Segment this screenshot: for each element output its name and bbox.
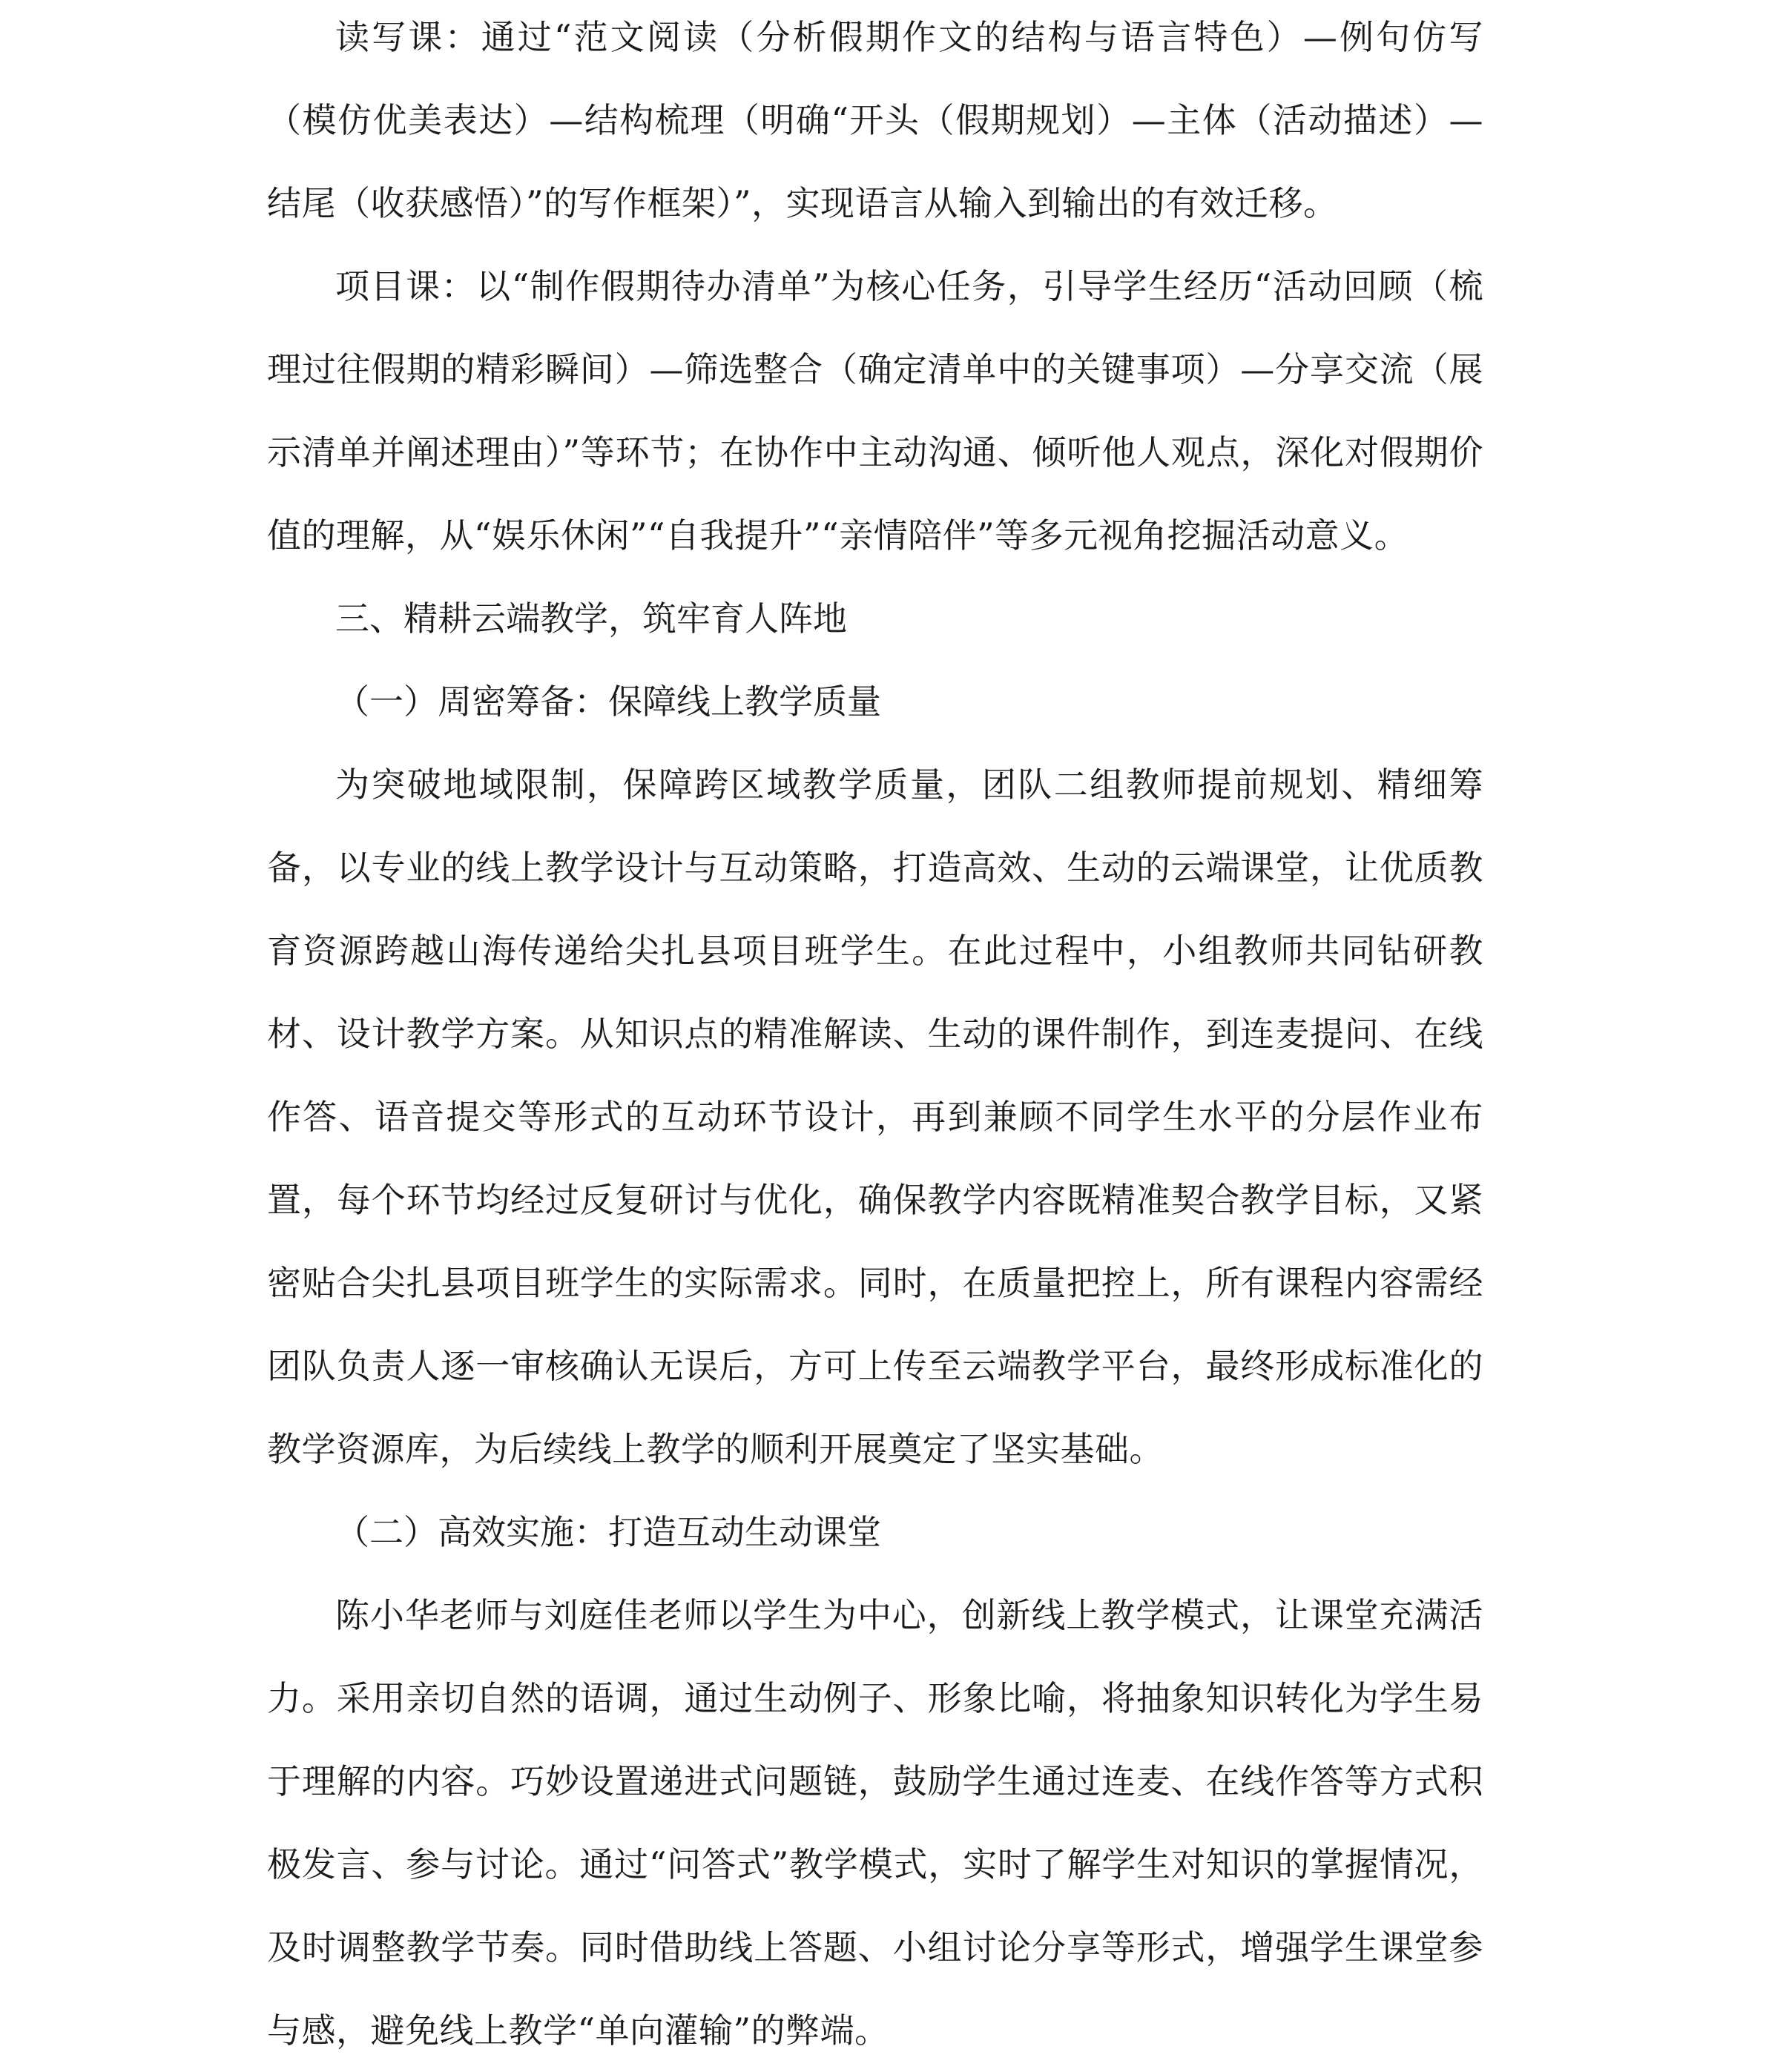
subsection-heading-one: （一）周密筹备：保障线上教学质量 xyxy=(335,682,881,722)
document-page xyxy=(267,0,1483,2072)
paragraph-project-class: 项目课：以“制作假期待办清单”为核心任务，引导学生经历“活动回顾（梳理过往假期的精彩瞬间）—筛选整合（确定清单中的关键事项）—分享交流（展示清单并阐述理由）”等环节；在协作中主动沟通、倾听他人观点，深化对假期价值的理解，从“娱乐休闲”“自我提升”“亲情陪伴”等多元视角挖掘活动意义。 xyxy=(267,266,1483,555)
section-heading-three: 三、精耕云端教学，筑牢育人阵地 xyxy=(335,598,847,639)
paragraph-preparation: 为突破地域限制，保障跨区域教学质量，团队二组教师提前规划、精细筹备，以专业的线上教学设计与互动策略，打造高效、生动的云端课堂，让优质教育资源跨越山海传递给尖扎县项目班学生。在此过程中，小组教师共同钻研教材、设计教学方案。从知识点的精准解读、生动的课件制作，到连麦提问、在线作答、语音提交等形式的互动环节设计，再到兼顾不同学生水平的分层作业布置，每个环节均经过反复研讨与优化，确保教学内容既精准契合教学目标，又紧密贴合尖扎县项目班学生的实际需求。同时，在质量把控上，所有课程内容需经团队负责人逐一审核确认无误后，方可上传至云端教学平台，最终形成标准化的教学资源库，为后续线上教学的顺利开展奠定了坚实基础。 xyxy=(267,765,1483,1469)
paragraph-implementation: 陈小华老师与刘庭佳老师以学生为中心，创新线上教学模式，让课堂充满活力。采用亲切自然的语调，通过生动例子、形象比喻，将抽象知识转化为学生易于理解的内容。巧妙设置递进式问题链，鼓励学生通过连麦、在线作答等方式积极发言、参与讨论。通过“问答式”教学模式，实时了解学生对知识的掌握情况，及时调整教学节奏。同时借助线上答题、小组讨论分享等形式，增强学生课堂参与感，避免线上教学“单向灌输”的弊端。 xyxy=(267,1595,1483,2050)
paragraph-reading-writing-class: 读写课：通过“范文阅读（分析假期作文的结构与语言特色）—例句仿写（模仿优美表达）—结构梳理（明确“开头（假期规划）—主体（活动描述）—结尾（收获感悟）”的写作框架）”，实现语言从输入到输出的有效迁移。 xyxy=(267,17,1483,223)
subsection-heading-two: （二）高效实施：打造互动生动课堂 xyxy=(335,1512,881,1552)
